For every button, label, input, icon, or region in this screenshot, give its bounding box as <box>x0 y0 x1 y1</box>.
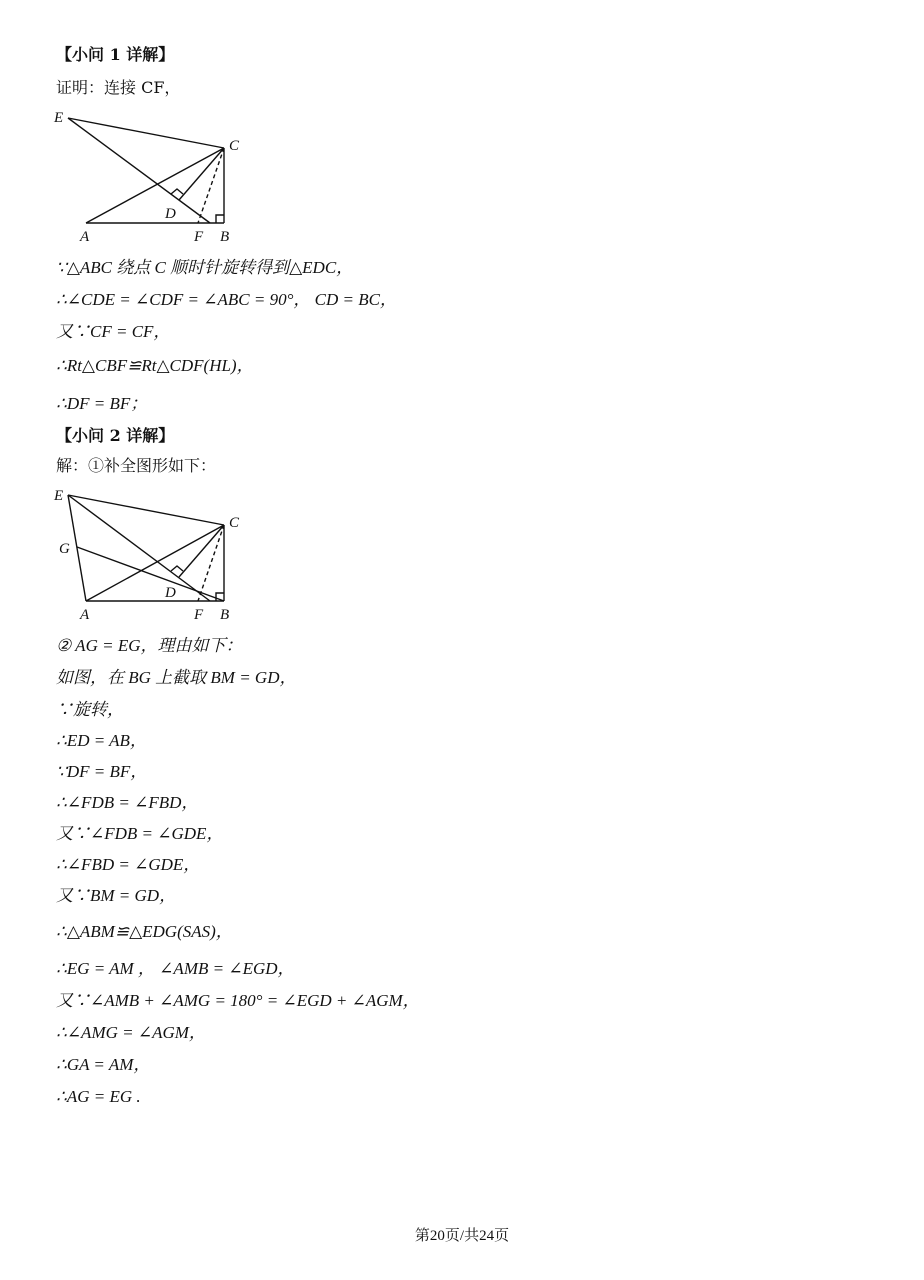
label-B: B <box>220 607 230 623</box>
figure-1 <box>48 105 268 249</box>
part2-step-6: ∴∠FDB = ∠FBD， <box>56 793 199 812</box>
label-A: A <box>80 607 90 623</box>
segment-EF <box>68 118 210 223</box>
part1-intro: 证明：连接 CF， <box>56 78 181 97</box>
part2-intro: 解：①补全图形如下： <box>56 456 217 475</box>
segment-EA <box>68 495 86 601</box>
label-D: D <box>165 585 176 601</box>
right-angle-B <box>216 215 224 223</box>
part2-step-1: ② AG = EG，理由如下： <box>56 636 243 655</box>
segment-AC <box>86 148 224 223</box>
label-C: C <box>229 515 240 531</box>
right-angle-D <box>171 189 183 194</box>
part1-header: 【小问 1 详解】 <box>56 45 175 64</box>
part2-step-5: ∵DF = BF， <box>56 762 148 781</box>
part2-step-9: 又∵BM = GD， <box>56 886 177 905</box>
part2-step-12: 又∵∠AMB + ∠AMG = 180° = ∠EGD + ∠AGM， <box>56 991 420 1010</box>
figure-1-svg <box>48 105 268 245</box>
label-G: G <box>59 541 70 557</box>
segment-CD <box>179 525 224 577</box>
part2-step-2: 如图，在 BG 上截取 BM = GD， <box>56 668 297 687</box>
figure-2 <box>48 483 268 632</box>
segment-CD <box>179 148 224 200</box>
figure-2-svg <box>48 483 268 628</box>
part2-step-13: ∴∠AMG = ∠AGM， <box>56 1023 206 1042</box>
label-B: B <box>220 229 230 245</box>
part1-step-3: 又∵CF = CF， <box>56 322 171 341</box>
label-F: F <box>194 229 204 245</box>
part2-step-3: ∵旋转， <box>56 700 124 719</box>
label-E: E <box>54 110 64 126</box>
label-D: D <box>165 206 176 222</box>
part2-step-8: ∴∠FBD = ∠GDE， <box>56 855 201 874</box>
part1-step-4: ∴Rt△CBF≌Rt△CDF(HL)， <box>56 356 254 375</box>
part2-step-15: ∴AG = EG . <box>56 1087 141 1106</box>
part2-step-10: ∴△ABM≌△EDG(SAS)， <box>56 922 233 941</box>
part2-step-11: ∴EG = AM ， ∠AMB = ∠EGD， <box>56 959 295 978</box>
page-footer: 第20页/共24页 <box>414 1228 510 1244</box>
part2-step-14: ∴GA = AM， <box>56 1055 151 1074</box>
label-E: E <box>54 488 64 504</box>
part1-step-1: ∵△ABC 绕点 C 顺时针旋转得到△EDC， <box>56 258 354 277</box>
part1-step-5: ∴DF = BF； <box>56 394 148 413</box>
part2-step-7: 又∵∠FDB = ∠GDE， <box>56 824 224 843</box>
segment-EF <box>68 495 210 601</box>
part2-header: 【小问 2 详解】 <box>56 426 175 445</box>
segment-EC <box>68 118 224 148</box>
segment-GB <box>77 547 224 601</box>
part1-step-2: ∴∠CDE = ∠CDF = ∠ABC = 90°， CD = BC， <box>56 290 397 309</box>
right-angle-D <box>171 566 183 571</box>
part2-step-4: ∴ED = AB， <box>56 731 147 750</box>
segment-EC <box>68 495 224 525</box>
label-F: F <box>194 607 204 623</box>
label-C: C <box>229 138 240 154</box>
segment-AC <box>86 525 224 601</box>
label-A: A <box>80 229 90 245</box>
